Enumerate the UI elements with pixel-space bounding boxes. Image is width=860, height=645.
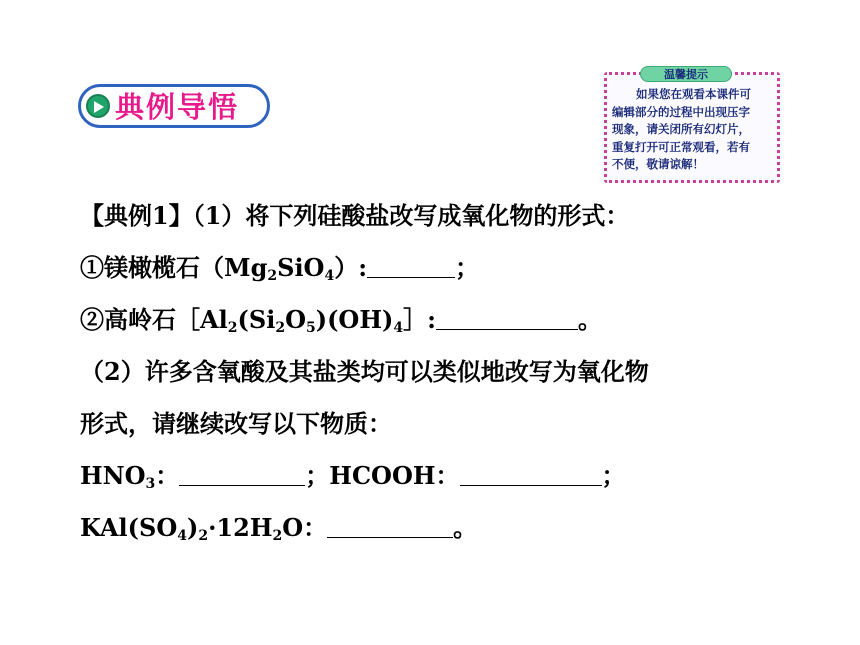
tip-line: 现象，请关闭所有幻灯片， [612, 122, 750, 136]
question-item-3: $HNO_3$： ；HCOOH： ； [80, 461, 626, 492]
section-title: 典例导悟 [115, 90, 240, 124]
tip-line: 编辑部分的过程中出现压字 [612, 104, 750, 119]
tip-tab-label: 温馨提示 [640, 66, 732, 82]
question-item-4: $KAl(SO_4)_2\cdot 12H_2O$： 。 [80, 513, 478, 544]
tip-line: 不便，敬请谅解！ [612, 157, 704, 171]
question-intro: 【典例1】（1）将下列硅酸盐改写成氧化物的形式： [80, 201, 630, 230]
answer-blank[interactable] [327, 515, 453, 538]
play-icon [86, 94, 110, 118]
section-badge [78, 84, 270, 128]
answer-blank[interactable] [436, 307, 578, 330]
tip-text [612, 86, 774, 174]
question-part-2-cont: 形式，请继续改写以下物质： [80, 409, 392, 438]
answer-blank[interactable] [367, 255, 455, 278]
question-part-2: （2）许多含氧酸及其盐类均可以类似地改写为氧化物 [80, 357, 649, 386]
question-item-2: ②高岭石$[Al_2(Si_2O_5)(OH)_4]$: 。 [80, 305, 602, 336]
tip-line: 重复打开可正常观看，若有 [612, 139, 750, 154]
question-content [80, 196, 840, 560]
answer-blank[interactable] [179, 463, 305, 486]
answer-blank[interactable] [460, 463, 602, 486]
question-item-1: ①镁橄榄石$(Mg_2SiO_4)$: ； [80, 253, 480, 284]
tip-line: 如果您在观看本课件可 [636, 87, 751, 101]
